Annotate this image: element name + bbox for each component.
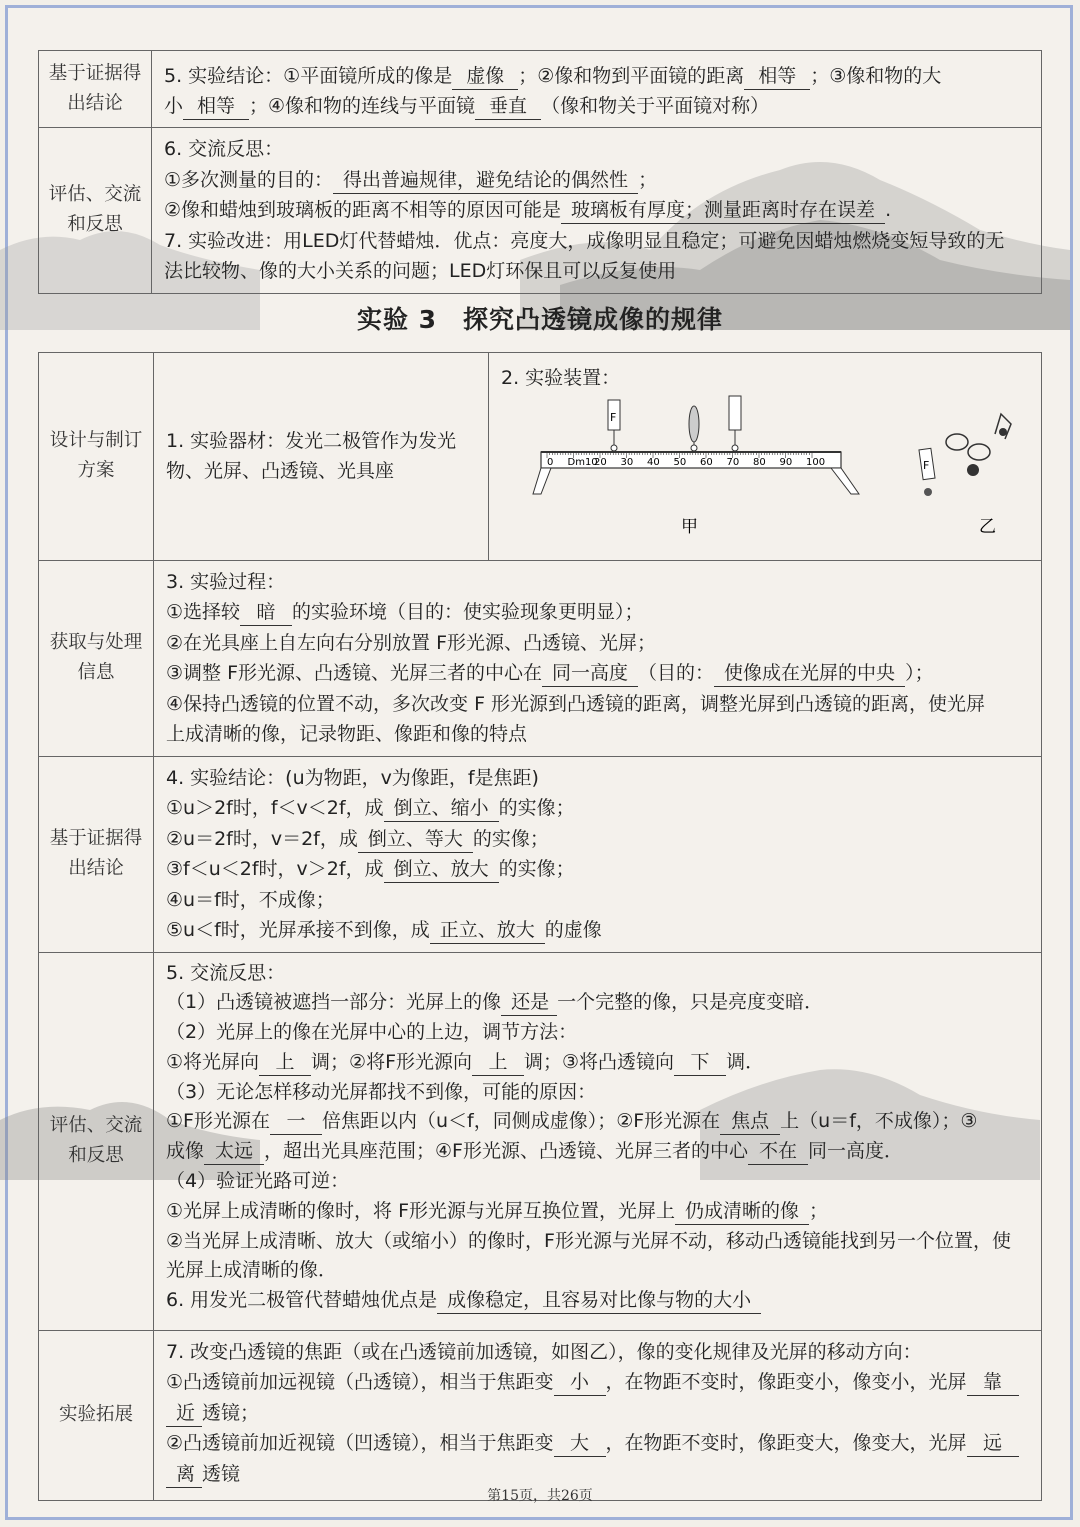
text: （2）光屏上的像在光屏中心的上边，调节方法： [166,1021,578,1044]
text: 法比较物、像的大小关系的问题；LED灯环保且可以反复使用 [164,260,677,282]
f-label: F [610,410,617,424]
text: ②在光具座上自左向右分别放置 F形光源、凸透镜、光屏； [166,631,657,654]
reflection-row [39,128,1042,294]
answer-blank: 玻璃板有厚度；测量距离时存在误差 [561,197,885,224]
text: ③f＜u＜2f时，v＞2f，成 [166,858,384,880]
text: 的实像； [498,797,575,819]
text: ②凸透镜前加近视镜（凹透镜），相当于焦距变 [166,1432,554,1454]
text: 成像 [166,1140,205,1163]
text: ②当光屏上成清晰、放大（或缩小）的像时，F形光源与光屏不动，移动凸透镜能找到另一个位置，使 [166,1229,1011,1252]
text: （4）验证光路可逆： [166,1170,350,1193]
text: ； [638,168,658,191]
text: （3）无论怎样移动光屏都找不到像，可能的原因： [166,1080,597,1103]
text: 同一高度． [807,1140,903,1163]
text: 2. 实验装置： [501,367,621,389]
f-label-2: F [923,458,930,472]
answer-blank: 上 [472,1049,524,1076]
answer-blank: 太远 [204,1138,264,1165]
text: 倍焦距以内（u＜f，同侧成虚像）；②F形光源在 [321,1110,721,1133]
answer-blank: 靠 [967,1369,1019,1396]
section-title: 实验 3 探究凸透镜成像的规律 [356,305,724,334]
text: 5. 实验结论：①平面镜所成的像是 [164,65,453,87]
text: （1）凸透镜被遮挡一部分：光屏上的像 [166,991,502,1014]
text: ；③像和物的大 [810,65,942,87]
text: 的实像； [472,827,549,850]
row-header: 基于证据得出结论 [39,51,152,128]
text: ，在物距不变时，像距变小，像变小，光屏 [605,1371,967,1393]
text: 5. 交流反思： [166,961,286,984]
text: ①多次测量的目的： [164,168,334,191]
experiment-3-table [38,352,1042,1501]
text: ①凸透镜前加远视镜（凸透镜），相当于焦距变 [166,1371,554,1393]
figure-label-b: 乙 [979,516,996,537]
text: 的实像； [498,858,575,880]
text: ②u＝2f时，v＝2f，成 [166,827,358,850]
row-header: 设计与制订方案 [39,353,154,561]
answer-blank: 还是 [501,989,557,1016]
answer-blank: 近 [166,1400,202,1427]
answer-blank: 离 [166,1461,202,1488]
text: ①F形光源在 [166,1110,270,1133]
text: ②像和蜡烛到玻璃板的距离不相等的原因可能是 [164,199,562,221]
answer-blank: 上 [259,1049,311,1076]
answer-blank: 仍成清晰的像 [675,1198,809,1225]
answer-blank: 下 [674,1049,726,1076]
convex-lens [689,406,699,451]
answer-blank: 远 [967,1430,1019,1457]
text: ④u＝f时，不成像； [166,888,335,911]
text: 一个完整的像，只是亮度变暗． [557,991,824,1014]
answer-blank: 不在 [748,1138,808,1165]
ruler-tick-label: 0 [547,456,554,468]
lens-reflection-row [39,952,1042,1330]
row-header: 基于证据得出结论 [39,756,154,952]
text: 调；②将F形光源向 [311,1050,473,1073]
answer-blank: 大 [554,1430,606,1457]
light-screen [729,396,741,451]
ruler-tick-label: 90 [779,456,793,468]
answer-blank: 倒立、等大 [358,826,473,853]
ruler-tick-label: 70 [726,456,740,468]
ruler-tick-label: Dm10 [567,456,598,468]
text: ①光屏上成清晰的像时，将 F形光源与光屏互换位置，光屏上 [166,1199,676,1222]
ruler-tick-label: 80 [753,456,766,468]
apparatus-figure [501,394,1031,554]
text: 的虚像 [544,919,602,941]
text: 上成清晰的像，记录物距、像距和像的特点 [166,723,528,745]
text: ；④像和物的连线与平面镜 [249,95,476,117]
text: 调；③将凸透镜向 [524,1050,675,1073]
answer-blank: 小 [554,1369,606,1396]
lens-conclusion-row [39,756,1042,952]
text: 7. 实验改进：用LED灯代替蜡烛．优点：亮度大，成像明显且稳定；可避免因蜡烛燃烧变短导致的无 [164,229,1005,252]
design-row [39,353,1042,561]
text: 调． [726,1050,765,1073]
answer-blank: 相等 [744,63,810,90]
answer-blank: 得出普遍规律，避免结论的偶然性 [333,167,638,194]
f-light-source [608,400,620,451]
text: 透镜； [202,1401,260,1424]
ruler-tick-label: 20 [594,456,607,468]
answer-blank: 暗 [240,599,292,626]
text: 光屏上成清晰的像． [166,1259,338,1282]
text: 的实验环境（目的：使实验现象更明显）； [292,601,644,623]
answer-blank: 相等 [183,93,249,120]
text: ⑤u＜f时，光屏承接不到像，成 [166,919,430,941]
text: 6. 交流反思： [164,138,284,160]
answer-blank: 虚像 [452,63,518,90]
figure-label-a: 甲 [681,516,698,537]
text: 小 [164,95,184,117]
extension-row [39,1330,1042,1500]
text: 7. 改变凸透镜的焦距（或在凸透镜前加透镜，如图乙），像的变化规律及光屏的移动方向： [166,1340,922,1363]
answer-blank: 使像成在光屏的中央 [714,660,905,687]
text: ①选择较 [166,601,241,623]
experiment-2-table [38,50,1042,294]
conclusion-row [39,51,1042,128]
answer-blank: 正立、放大 [430,917,545,944]
answer-blank: 焦点 [720,1108,780,1135]
ruler-tick-label: 50 [673,456,687,468]
text: ；②像和物到平面镜的距离 [518,65,745,87]
page-footer: 第15页，共26页 [487,1488,593,1504]
answer-blank: 同一高度 [542,660,638,687]
text: 4. 实验结论：(u为物距，v为像距，f是焦距) [166,766,539,789]
text: ； [809,1199,829,1222]
text: 3. 实验过程： [166,570,286,593]
row-header: 实验拓展 [39,1330,154,1500]
text: ，在物距不变时，像距变大，像变大，光屏 [605,1432,967,1454]
row-header: 评估、交流和反思 [39,952,154,1330]
text: （像和物关于平面镜对称） [541,95,770,117]
ruler-tick-label: 60 [700,456,713,468]
text: 物、光屏、凸透镜、光具座 [166,460,395,483]
answer-blank: 倒立、放大 [384,856,499,883]
answer-blank: 垂直 [475,93,541,120]
ruler-tick-label: 40 [647,456,660,468]
row-header: 评估、交流和反思 [39,128,152,294]
text: ①u＞2f时，f＜v＜2f，成 [166,797,384,819]
text: 透镜 [202,1462,241,1485]
ruler-tick-label: 30 [620,456,634,468]
answer-blank: 一 [270,1108,322,1135]
text: 6. 用发光二极管代替蜡烛优点是 [166,1289,438,1312]
answer-blank: 成像稳定，且容易对比像与物的大小 [437,1287,761,1314]
text: 1. 实验器材：发光二极管作为发光 [166,429,457,452]
text: ，超出光具座范围；④F形光源、凸透镜、光屏三者的中心 [264,1140,748,1163]
text: （目的： [638,662,715,684]
answer-blank: 倒立、缩小 [384,795,499,822]
ruler-tick-label: 100 [806,456,826,468]
optical-bench-diagram [501,394,1031,544]
text: ①将光屏向 [166,1050,260,1073]
text: ④保持凸透镜的位置不动，多次改变 F 形光源到凸透镜的距离，调整光屏到凸透镜的距离，使光屏 [166,692,986,715]
text: . [885,199,892,221]
procedure-row [39,560,1042,756]
glasses-figure [919,414,1011,496]
text: ③调整 F形光源、凸透镜、光屏三者的中心在 [166,662,543,684]
text: ）； [905,662,934,684]
text: 上（u＝f，不成像）；③ [780,1110,978,1133]
row-header: 获取与处理信息 [39,560,154,756]
